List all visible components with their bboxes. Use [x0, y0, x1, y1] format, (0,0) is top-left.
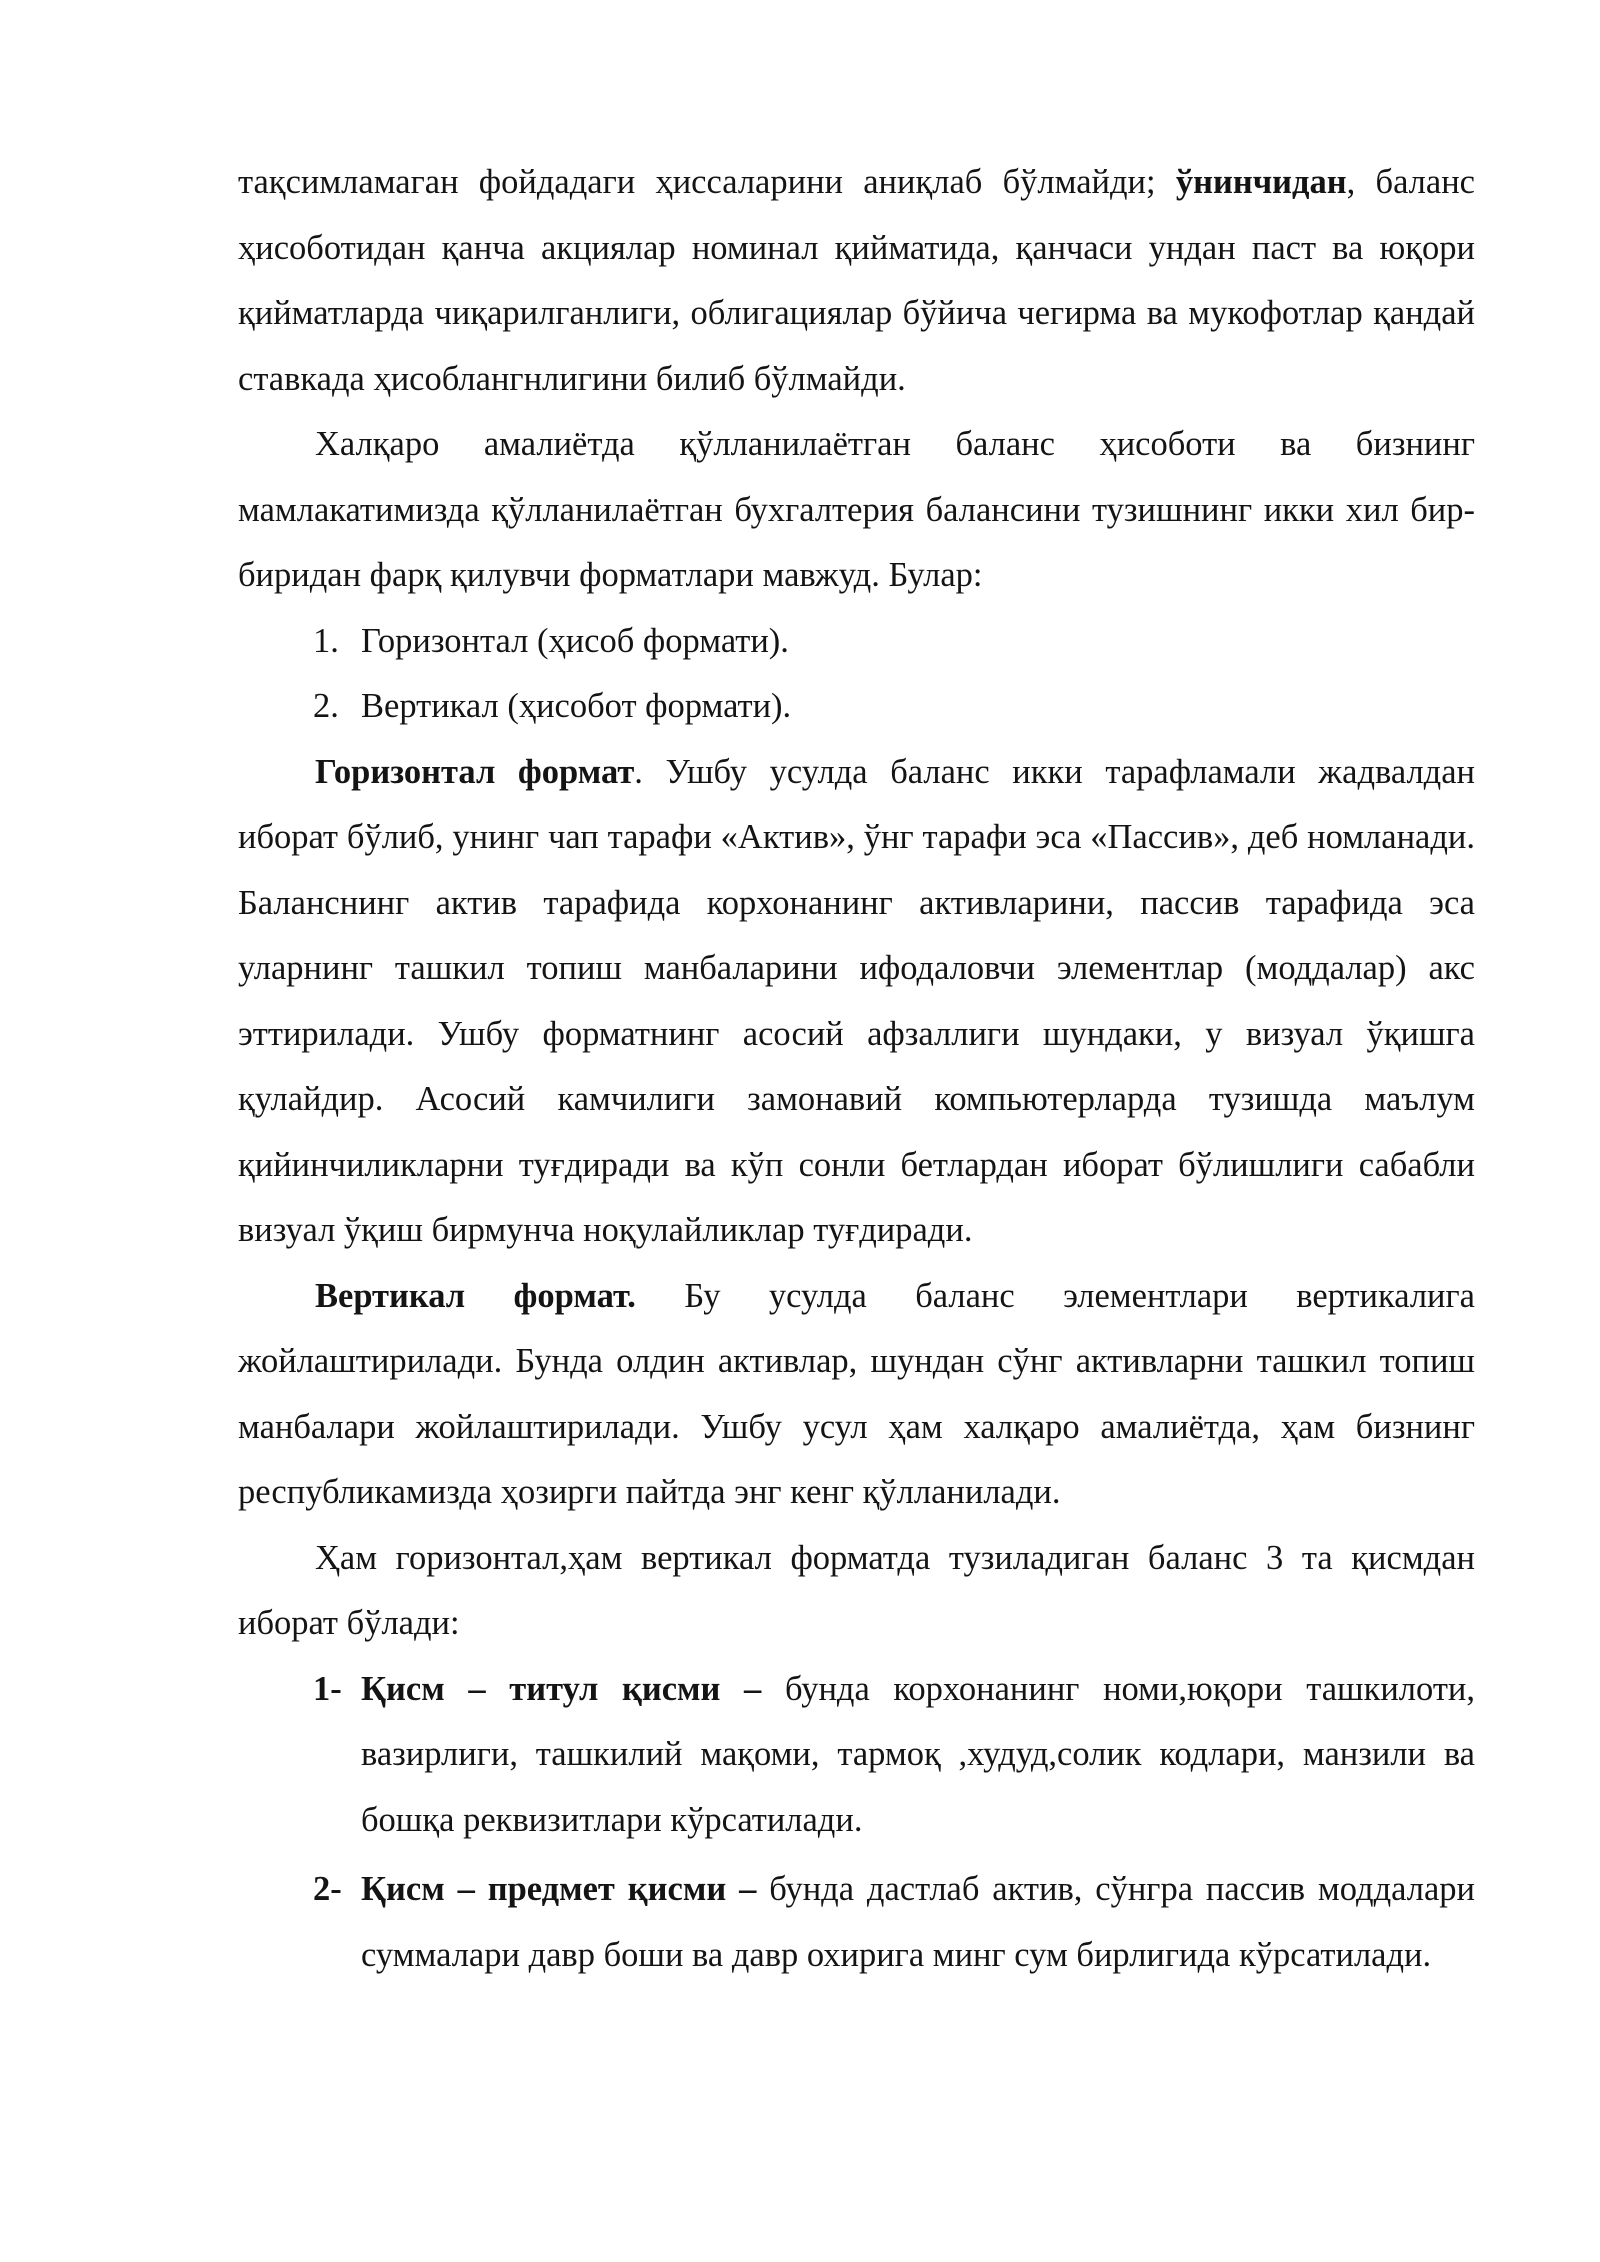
list-item-body: бунда корхонанинг номи,юқори ташкилоти, вазирлиги, ташкилий мақоми, тармоқ ,худуд,солик кодлари, манзили ва бошқа реквизитлари кўрсатилади.	[361, 1669, 1475, 1839]
list-item-heading: Қисм – титул қисми –	[361, 1669, 762, 1708]
list-item-text	[361, 1857, 1475, 1988]
paragraph-1	[238, 150, 1475, 412]
list-item-text: Вертикал (ҳисобот формати).	[361, 687, 792, 725]
list-item-body: бунда дастлаб актив, сўнгра пассив моддалари суммалари давр боши ва давр охирига минг сум бирлигида кўрсатилади.	[361, 1870, 1475, 1974]
paragraph-1-end: , баланс ҳисоботидан қанча акциялар номинал қийматида, қанчаси ундан паст ва юқори қийматларда чиқарилганлиги, облигациялар бўйича чегирма ва мукофотлар қандай ставкада ҳисоблангнлигини билиб бўлмайди.	[238, 163, 1475, 398]
list-item-text	[361, 1657, 1475, 1854]
paragraph-3	[238, 740, 1475, 1264]
paragraph-2: Халқаро амалиётда қўлланилаётган баланс ҳисоботи ва бизнинг мамлакатимизда қўлланилаётган бухгалтерия балансини тузишнинг икки хил бир-биридан фарқ қилувчи форматлари мавжуд. Булар:	[238, 425, 1475, 594]
paragraph-4	[238, 1264, 1475, 1526]
paragraph-1-bold: ўнинчидан	[1175, 163, 1347, 201]
list-item-number: 1-	[313, 1669, 342, 1708]
paragraph-4-body: Бу усулда баланс элементлари вертикалига жойлаштирилади. Бунда олдин активлар, шундан сўнг активларни ташкил топиш манбалари жойлаштирилади. Ушбу усул ҳам халқаро амалиётда, ҳам бизнинг республикамизда ҳозирги пайтда энг кенг қўлланилади.	[238, 1276, 1475, 1511]
list-item-number: 2.	[313, 687, 339, 725]
formats-list	[238, 609, 1475, 740]
list-item	[238, 1657, 1475, 1854]
list-item	[238, 674, 1475, 740]
paragraph-3-heading: Горизонтал формат	[315, 752, 635, 791]
list-item	[238, 1857, 1475, 1988]
list-item	[238, 609, 1475, 675]
paragraph-5: Ҳам горизонтал,ҳам вертикал форматда тузиладиган баланс 3 та қисмдан иборат бўлади:	[238, 1538, 1475, 1642]
list-item-number: 2-	[313, 1870, 342, 1908]
list-item-heading: Қисм – предмет қисми –	[361, 1870, 757, 1908]
paragraph-3-body: . Ушбу усулда баланс икки тарафламали жадвалдан иборат бўлиб, унинг чап тарафи «Актив», ўнг тарафи эса «Пассив», деб номланади. Баланснинг актив тарафида корхонанинг активларини, пассив тарафида эса уларнинг ташкил топиш манбаларини ифодаловчи элементлар (моддалар) акс эттирилади. Ушбу форматнинг асосий афзаллиги шундаки, у визуал ўқишга қулайдир. Асосий камчилиги замонавий компьютерларда тузишда маълум қийинчиликларни туғдиради ва кўп сонли бетлардан иборат бўлишлиги сабабли визуал ўқиш бирмунча ноқулайликлар туғдиради.	[238, 752, 1475, 1249]
parts-list	[238, 1657, 1475, 1989]
list-item-number: 1.	[313, 621, 339, 660]
paragraph-1-start: тақсимламаган фойдадаги ҳиссаларини аниқлаб бўлмайди;	[238, 163, 1176, 201]
paragraph-4-heading: Вертикал формат.	[315, 1276, 636, 1315]
list-item-text: Горизонтал (ҳисоб формати).	[361, 621, 789, 660]
